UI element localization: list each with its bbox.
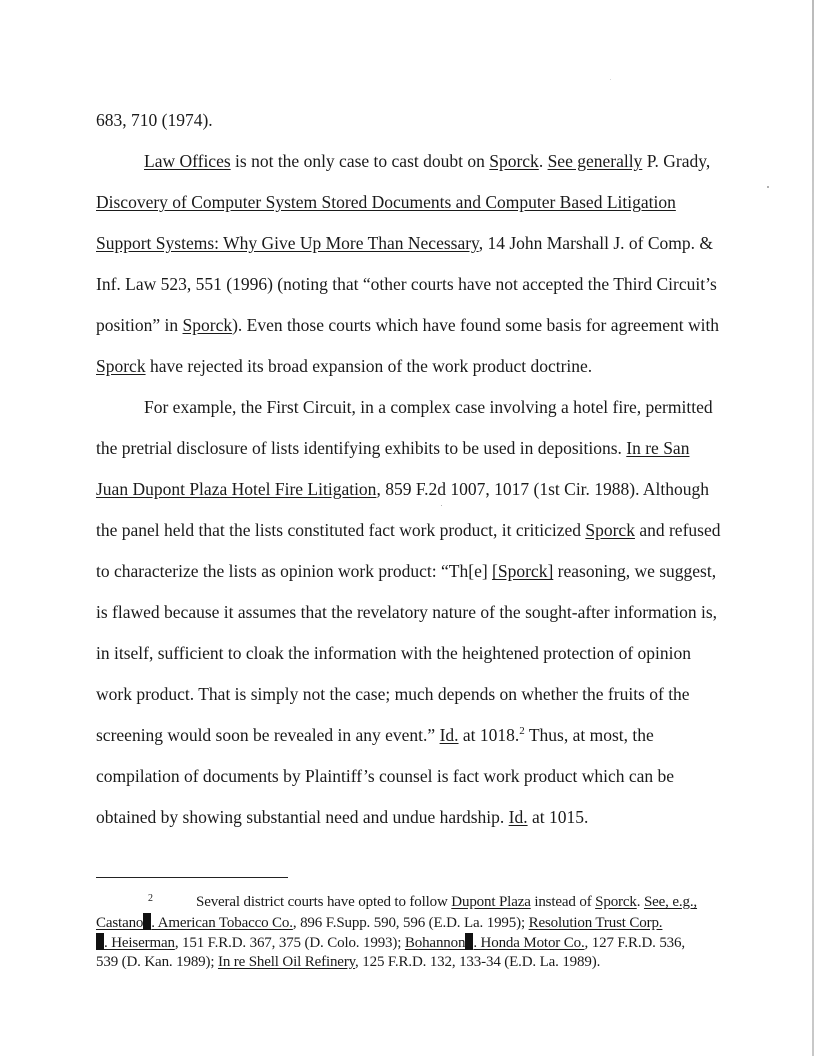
body-line-17 bbox=[96, 765, 674, 787]
body-line-16 bbox=[96, 724, 654, 746]
footnote-line-2 bbox=[96, 913, 662, 933]
body-line-15 bbox=[96, 683, 690, 705]
text: , 125 F.R.D. 132, 133-34 (E.D. La. 1989). bbox=[355, 954, 601, 970]
footnote-line-4 bbox=[96, 953, 600, 972]
case-cite-heiserman: . Heiserman bbox=[104, 935, 175, 951]
case-cite-dupont-plaza: Dupont Plaza bbox=[451, 894, 531, 910]
text: ). Even those courts which have found some basis for agreement with bbox=[232, 315, 720, 335]
text: , 151 F.R.D. 367, 375 (D. Colo. 1993); bbox=[174, 935, 405, 951]
article-title-cont: Support Systems: Why Give Up More Than Necessary bbox=[96, 233, 479, 253]
text: screening would soon be revealed in any event.” bbox=[96, 725, 440, 745]
case-cite-sporck: [Sporck] bbox=[492, 561, 554, 581]
text: For example, the First Circuit, in a complex case involving a hotel fire, permitted bbox=[144, 397, 713, 417]
signal-see-generally: See generally bbox=[547, 151, 643, 171]
text: to characterize the lists as opinion work product: “Th[e] bbox=[96, 561, 493, 581]
footnote-number: 2 bbox=[148, 893, 153, 904]
text: Inf. Law 523, 551 (1996) (noting that “other courts have not accepted the Third Circuit’s bbox=[96, 274, 717, 294]
body-line-8 bbox=[144, 396, 713, 418]
text: reasoning, we suggest, bbox=[553, 561, 717, 581]
text: in itself, sufficient to cloak the information with the heightened protection of opinion bbox=[96, 643, 692, 663]
footnote-ref: 2 bbox=[519, 725, 525, 738]
scan-speck bbox=[767, 186, 769, 188]
text: instead of bbox=[530, 894, 596, 910]
body-line-6 bbox=[96, 314, 719, 336]
text: Thus, at most, the bbox=[524, 725, 654, 745]
body-line-18 bbox=[96, 806, 588, 828]
case-cite-law-offices: Law Offices bbox=[144, 151, 231, 171]
case-cite-sporck: Sporck bbox=[96, 356, 146, 376]
footnote-divider bbox=[96, 877, 288, 878]
text: . bbox=[538, 151, 548, 171]
body-line-7 bbox=[96, 355, 592, 377]
text: 539 (D. Kan. 1989); bbox=[96, 954, 218, 970]
text: and refused bbox=[634, 520, 721, 540]
case-cite-castano: Castano bbox=[96, 915, 144, 931]
body-line-13 bbox=[96, 601, 717, 623]
text: , 859 F.2d 1007, 1017 (1st Cir. 1988). Although bbox=[376, 479, 710, 499]
text: position” in bbox=[96, 315, 183, 335]
body-line-3 bbox=[96, 191, 676, 213]
text: . bbox=[636, 894, 644, 910]
cite-id: Id. bbox=[439, 725, 459, 745]
text: is flawed because it assumes that the revelatory nature of the sought-after information is, bbox=[96, 602, 718, 622]
case-cite-sporck: Sporck bbox=[585, 520, 635, 540]
body-line-1 bbox=[96, 109, 213, 131]
case-cite-resolution-trust: Resolution Trust Corp. bbox=[528, 915, 663, 931]
text: have rejected its broad expansion of the work product doctrine. bbox=[145, 356, 593, 376]
case-cite-san-juan: In re San bbox=[626, 438, 690, 458]
body-line-12 bbox=[96, 560, 716, 582]
text: at 1018. bbox=[458, 725, 520, 745]
text: is not the only case to cast doubt on bbox=[230, 151, 490, 171]
body-line-5 bbox=[96, 273, 717, 295]
text: obtained by showing substantial need and undue hardship. bbox=[96, 807, 509, 827]
case-cite-honda: . Honda Motor Co. bbox=[473, 935, 585, 951]
footnote-line-1 bbox=[196, 893, 697, 912]
body-line-11 bbox=[96, 519, 720, 541]
case-cite-shell-oil: In re Shell Oil Refinery bbox=[217, 954, 356, 970]
text: , 896 F.Supp. 590, 596 (E.D. La. 1995); bbox=[292, 915, 529, 931]
text: P. Grady, bbox=[642, 151, 711, 171]
case-cite-sporck: Sporck bbox=[595, 894, 637, 910]
text: the panel held that the lists constituted fact work product, it criticized bbox=[96, 520, 586, 540]
text: the pretrial disclosure of lists identifying exhibits to be used in depositions. bbox=[96, 438, 627, 458]
footnote-line-3 bbox=[96, 933, 685, 953]
signal-see-eg: See, e.g., bbox=[643, 894, 698, 910]
redaction-mark bbox=[96, 933, 104, 950]
body-line-2 bbox=[144, 150, 710, 172]
case-cite-san-juan-cont: Juan Dupont Plaza Hotel Fire Litigation bbox=[96, 479, 377, 499]
text: at 1015. bbox=[527, 807, 589, 827]
text: , 14 John Marshall J. of Comp. & bbox=[478, 233, 713, 253]
text: , 127 F.R.D. 536, bbox=[584, 935, 685, 951]
scan-speck bbox=[441, 505, 442, 506]
cite-id: Id. bbox=[508, 807, 528, 827]
text: Several district courts have opted to follow bbox=[196, 894, 452, 910]
case-cite-bohannon: Bohannon bbox=[404, 935, 466, 951]
text: compilation of documents by Plaintiff’s counsel is fact work product which can be bbox=[96, 766, 675, 786]
case-cite-sporck: Sporck bbox=[182, 315, 233, 335]
scan-speck bbox=[610, 79, 611, 80]
case-cite-sporck: Sporck bbox=[489, 151, 539, 171]
body-line-14 bbox=[96, 642, 691, 664]
text: work product. That is simply not the case; much depends on whether the fruits of the bbox=[96, 684, 690, 704]
article-title: Discovery of Computer System Stored Documents and Computer Based Litigation bbox=[96, 192, 676, 212]
body-line-9 bbox=[96, 437, 689, 459]
case-cite-american-tobacco: . American Tobacco Co. bbox=[151, 915, 293, 931]
text: 683, 710 (1974). bbox=[96, 110, 213, 130]
page-edge bbox=[812, 0, 814, 1056]
body-line-10 bbox=[96, 478, 709, 500]
body-line-4 bbox=[96, 232, 713, 254]
